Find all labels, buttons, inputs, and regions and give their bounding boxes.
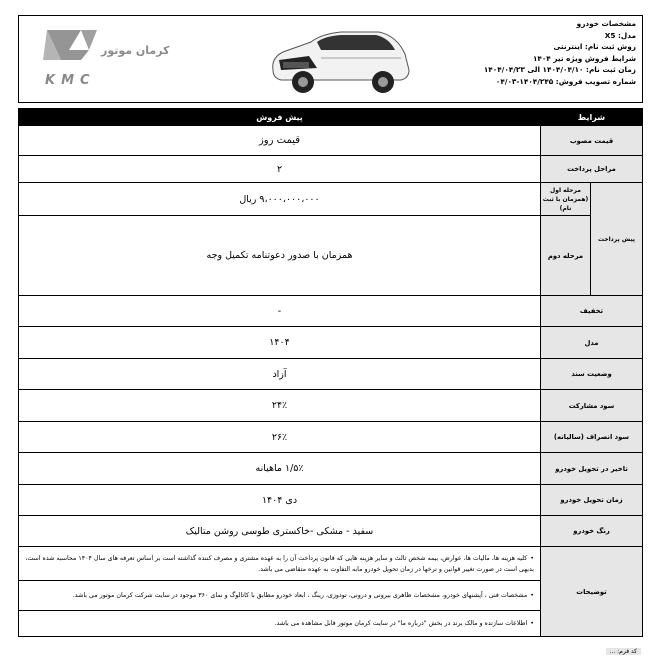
row-value: آزاد (19, 359, 541, 390)
approval-number: شماره تصویب فروش: ۱۴۰۴/۲۴۵-۰۴/۰۳ (495, 76, 636, 86)
row-label: رنگ خودرو (541, 516, 643, 547)
row-value: ۱۴۰۴ (19, 327, 541, 359)
row-value: دی ۱۴۰۴ (19, 485, 541, 516)
registration-method: روش ثبت نام: اینترنتی (553, 42, 636, 51)
row-label: قیمت مصوب (541, 126, 643, 156)
row-label: مرحله اول (همزمان با ثبت نام) (541, 183, 591, 216)
kmc-logo (39, 24, 170, 96)
row-label: وضعیت سند (541, 359, 643, 390)
sale-condition: شرایط فروش ویژه تیر ۱۴۰۴ (532, 53, 636, 63)
specs-title: مشخصات خودرو (576, 19, 636, 28)
row-label: مدل (541, 327, 643, 359)
row-label: سود مشارکت (541, 390, 643, 422)
row-value: ۱/۵٪ ماهیانه (19, 453, 541, 485)
row-value: ۲۶٪ (19, 422, 541, 453)
header-presale: پیش فروش (19, 109, 541, 126)
row-value: - (19, 296, 541, 327)
note-item: •کلیه هزینه ها، مالیات ها، عوارض، بیمه شخص ثالث و سایر هزینه هایی که قانون پرداخت آن را به عهده مشتری و مصرف کننده گذاشته است بر اساس تعرفه های سال ۱۴۰۴ محاسبه شده است، بدیهی است در صورت تغییر قوانین و نرخها در زمان تحویل خودرو مابه التفاوت به عهده متقاضی می باشد. (19, 547, 541, 581)
row-label: مرحله دوم (541, 216, 591, 296)
logo-text: کرمان موتور (101, 44, 170, 57)
specs-block (483, 18, 636, 87)
footer (18, 648, 643, 656)
header-box (18, 15, 643, 103)
footer-text: کد فرم: ... (606, 648, 641, 655)
row-value: همزمان با صدور دعوتنامه تکمیل وجه (19, 216, 541, 296)
row-value: ۹،۰۰۰،۰۰۰،۰۰۰ ریال (19, 183, 541, 216)
note-item: •اطلاعات سازنده و مالک برند در بخش "درباره ما" در سایت کرمان موتور قابل مشاهده می باشد. (19, 611, 541, 637)
row-label: تخفیف (541, 296, 643, 327)
row-value: ۲۴٪ (19, 390, 541, 422)
notes-label: توضیحات (541, 547, 643, 637)
row-label: مراحل پرداخت (541, 156, 643, 183)
row-value: ۲ (19, 156, 541, 183)
row-value: قیمت روز (19, 126, 541, 156)
row-label: تاخیر در تحویل خودرو (541, 453, 643, 485)
registration-time: زمان ثبت نام: ۱۴۰۴/۰۴/۱۰ الی ۱۴۰۴/۰۴/۲۳ (483, 65, 636, 74)
header-conditions: شرایط (541, 109, 643, 126)
row-label: سود انصراف (سالیانه) (541, 422, 643, 453)
row-value: سفید - مشکی -خاکستری طوسی روشن متالیک (19, 516, 541, 547)
car-image (261, 18, 416, 102)
group-label-prepayment: پیش پرداخت (591, 183, 643, 296)
note-item: •مشخصات فنی ، آپشنهای خودرو، مشخصات ظاهری بیرونی و درونی، تودوزی، رینگ ، ابعاد خودرو مطابق با کاتالوگ و نمای ۳۶۰ موجود در سایت شرکت کرمان موتور می باشد. (19, 581, 541, 611)
row-label: زمان تحویل خودرو (541, 485, 643, 516)
logo-brand: KMC (45, 73, 96, 88)
sale-conditions-table (18, 108, 643, 637)
model: مدل: X5 (604, 30, 636, 40)
